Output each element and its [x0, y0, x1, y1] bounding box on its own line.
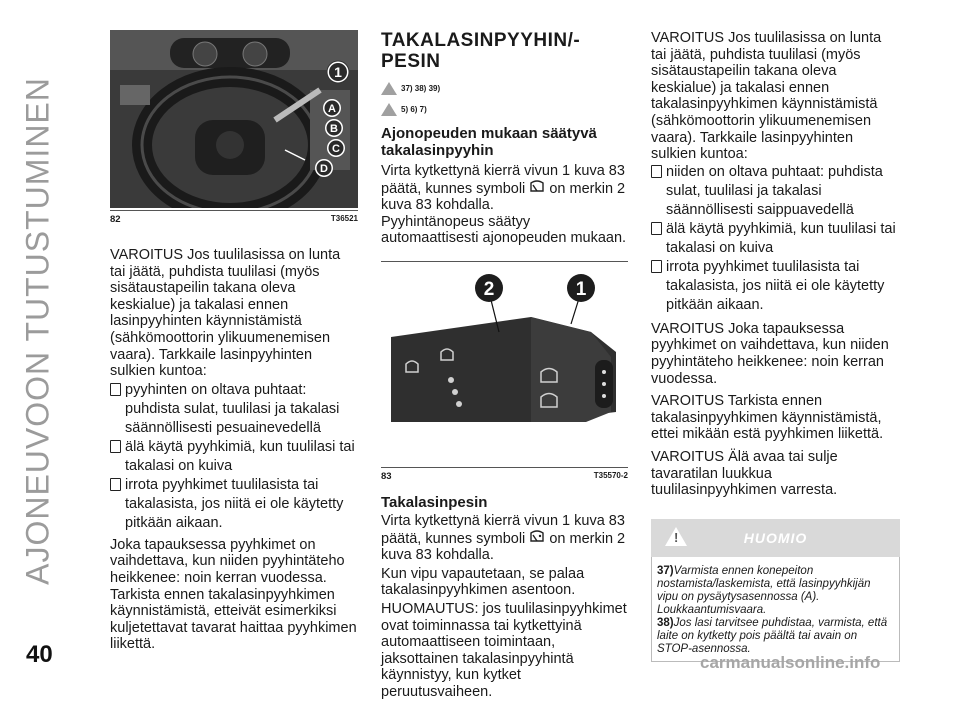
paragraph [381, 513, 628, 564]
left-column [110, 30, 358, 653]
figure-number: 83 [381, 470, 392, 482]
wiper-stalk-illustration [381, 272, 628, 460]
note-body [651, 557, 900, 662]
steering-wheel-illustration [110, 30, 358, 208]
paragraph-text: Virta kytkettynä kierrä vivun 1 kuva 83 päätä, kunnes symboli [381, 512, 625, 547]
figure-number: 82 [110, 214, 121, 225]
list-item-text: älä käytä pyyhkimiä, kun tuulilasi tai takalasi on kuiva [125, 438, 355, 474]
warning-text: VAROITUS Jos tuulilasissa on lunta tai jäätä, puhdista tuulilasi (myös sisätaustapeilin takana oleva keskialue) ja takalasi ennen takalasinpyyhkimen käynnistämistä (sähkömoottorin ylikuumenemisen vaara). Tarkkaile lasinpyyhinten sulkien kuntoa: [651, 30, 882, 163]
figure-label-b: B [330, 123, 338, 135]
checkbox-bullet-icon [651, 260, 662, 273]
paragraph [381, 163, 628, 214]
list-item [110, 381, 358, 438]
footer-watermark: carmanualsonline.info [700, 653, 881, 672]
checkbox-bullet-icon [110, 478, 121, 491]
right-column [651, 30, 900, 662]
note-number: 37) [657, 564, 674, 577]
checkbox-bullet-icon [110, 383, 121, 396]
note-title: HUOMIO [743, 529, 808, 546]
caution-ref-text: 5) 6) 7) [401, 105, 427, 114]
note-number: 38) [657, 616, 674, 629]
note-item [657, 617, 894, 656]
checkbox-bullet-icon [110, 440, 121, 453]
middle-column [381, 30, 628, 701]
list-item-text: irrota pyyhkimet tuulilasista tai takalasista, jos niitä ei ole käytetty pitkään aikaan. [125, 476, 344, 531]
paragraph: Joka tapauksessa pyyhkimet on vaihdettava, kun niiden pyyhintäteho heikkenee: noin kerran vuodessa. [110, 536, 345, 586]
rear-washer-symbol-icon [529, 530, 545, 544]
section-heading: TAKALASINPYYHIN/- PESIN [381, 30, 581, 72]
checkbox-bullet-icon [651, 222, 662, 235]
figure-82-caption [110, 210, 358, 225]
paragraph-text: on merkin 2 kuva 83 kohdalla. [381, 180, 626, 214]
page-number: 40 [26, 641, 53, 668]
figure-label-1: 1 [334, 64, 342, 80]
figure-ref: T35570-2 [593, 470, 628, 480]
caution-refs [381, 103, 628, 116]
paragraph-text: Virta kytkettynä kierrä vivun 1 kuva 83 päätä, kunnes symboli [381, 163, 625, 197]
figure-83 [381, 261, 628, 465]
paragraph: Tarkista ennen takalasinpyyhkimen käynnistämistä, etteivät esimerkiksi kuljetettavat tavarat haittaa pyyhkimen liikettä. [110, 586, 357, 653]
figure-label-1: 1 [575, 278, 587, 300]
warning-text: VAROITUS Älä avaa tai sulje tavaratilan luukkua tuulilasinpyyhkimen varresta. [651, 448, 838, 499]
paragraph-text: on merkin 2 kuva 83 kohdalla. [381, 530, 626, 564]
subheading: Ajonopeuden mukaan säätyvä takalasinpyyhin [381, 125, 597, 159]
list-item [110, 476, 358, 533]
paragraph: HUOMAUTUS: jos tuulilasinpyyhkimet ovat toiminnassa tai kytkettyinä automaattiseen toimintaan, jaksottainen takalasinpyyhintä käynnistyy, kun kytket peruutusvaiheen. [381, 600, 627, 700]
warning-text: VAROITUS Jos tuulilasissa on lunta tai jäätä, puhdista tuulilasi (myös sisätaustapeilin takana oleva keskialue) ja takalasi ennen lasinpyyhinten käynnistämistä (sähkömoottorin ylikuumenemisen vaara). Tarkkaile lasinpyyhinten sulkien kuntoa: [110, 247, 341, 380]
list-item-text: niiden on oltava puhtaat: puhdista sulat, tuulilasi ja takalasi säännöllisesti saippuavedellä [666, 163, 883, 218]
figure-label-2: 2 [483, 278, 495, 300]
note-item [657, 565, 894, 617]
list-item [110, 438, 358, 476]
list-item-text: pyyhinten on oltava puhtaat: puhdista sulat, tuulilasi ja takalasi säännöllisesti pesuainevedellä [125, 381, 340, 436]
figure-82 [110, 30, 358, 208]
warning-refs [381, 82, 628, 95]
note-header [651, 519, 900, 557]
section-title: AJONEUVOON TUTUSTUMINEN [19, 77, 56, 585]
list-item [651, 258, 900, 315]
warning-text: VAROITUS Joka tapauksessa pyyhkimet on vaihdettava, kun niiden pyyhintäteho heikkenee: noin kerran vuodessa. [651, 320, 889, 387]
list-item [651, 220, 900, 258]
figure-ref: T36521 [330, 214, 358, 223]
paragraph: Pyyhintänopeus säätyy automaattisesti ajonopeuden mukaan. [381, 213, 627, 247]
subheading: Takalasinpesin [381, 493, 488, 511]
list-item [651, 163, 900, 220]
figure-label-c: C [332, 143, 340, 155]
figure-83-caption [381, 467, 628, 482]
warning-ref-text: 37) 38) 39) [401, 84, 441, 93]
list-item-text: irrota pyyhkimet tuulilasista tai takalasista, jos niitä ei ole käytetty pitkään aikaan. [666, 258, 885, 313]
warning-triangle-icon [665, 527, 687, 546]
checkbox-bullet-icon [651, 165, 662, 178]
note-text: Varmista ennen konepeiton nostamista/laskemista, että lasinpyyhkijän vipu on pysäytysasennossa (A). Loukkaantumisvaara. [657, 564, 871, 616]
caution-triangle-icon [381, 103, 397, 116]
section-sidebar [16, 26, 60, 636]
rear-wiper-symbol-icon [529, 180, 545, 194]
warning-text: VAROITUS Tarkista ennen takalasinpyyhkimen käynnistämistä, ettei mikään estä pyyhkimen liikettä. [651, 393, 884, 443]
figure-label-a: A [328, 103, 336, 115]
paragraph: Kun vipu vapautetaan, se palaa takalasinpyyhkimen asentoon. [381, 565, 585, 599]
warning-triangle-icon [381, 82, 397, 95]
figure-label-d: D [320, 163, 328, 175]
list-item-text: älä käytä pyyhkimiä, kun tuulilasi tai takalasi on kuiva [666, 220, 896, 256]
note-text: Jos lasi tarvitsee puhdistaa, varmista, että laite on kytketty pois päältä tai avain on STOP-asennossa. [657, 616, 888, 655]
note-box [651, 519, 900, 662]
